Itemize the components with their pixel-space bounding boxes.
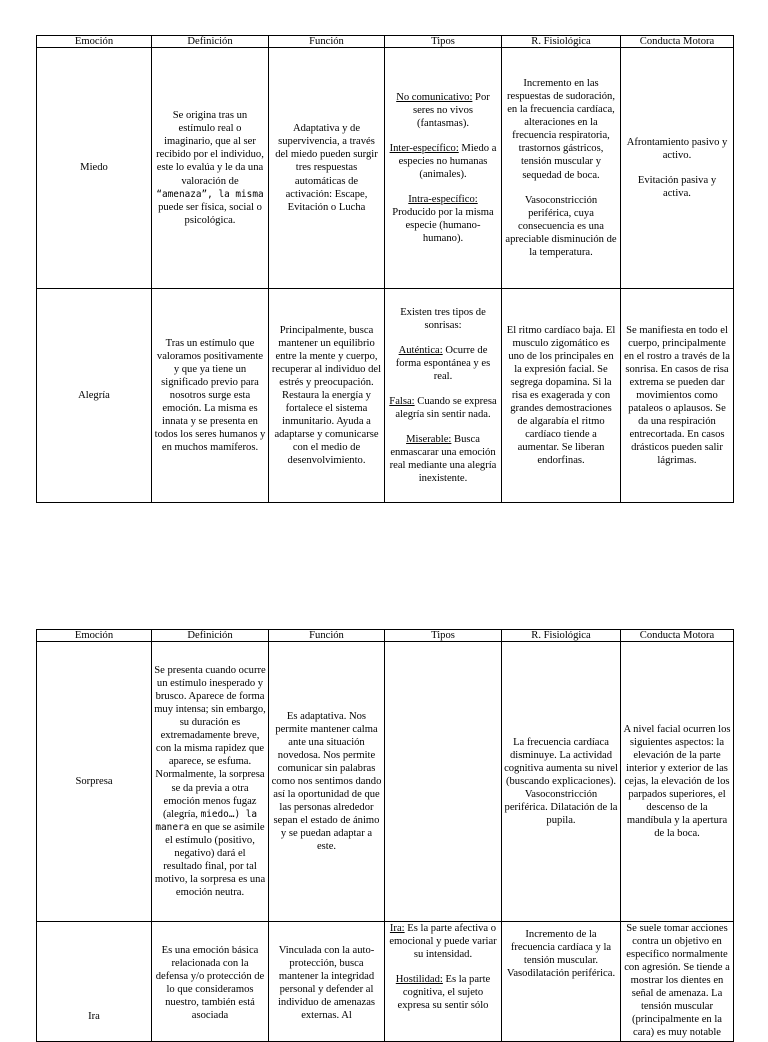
header-emocion: Emoción [37, 36, 152, 48]
ira-tipo-1-label: Ira: [389, 923, 405, 934]
alegria-tipo-3-label: Miserable: [406, 434, 452, 446]
ira-emocion: Ira [37, 922, 152, 1042]
alegria-definicion: Tras un estímulo que valoramos positivamente y que ya tiene un significado previo para nosotros surge esta emoción. La misma es innata y se presenta en todos los seres humanos y en muchos mamíferos. [152, 289, 269, 503]
ira-tipo-2-text: Es la parte cognitiva, el sujeto expresa su sentir sólo [397, 974, 491, 1012]
header-funcion: Función [269, 630, 385, 642]
alegria-emocion: Alegría [37, 289, 152, 503]
alegria-tipo-1-label: Auténtica: [398, 344, 443, 356]
miedo-tipo-2-label: Inter-específico: [389, 142, 459, 154]
miedo-fisiologica-2: Vasoconstricción periférica, cuya consecuencia es una apreciable disminución de la temperatura. [505, 194, 617, 258]
miedo-tipo-1 [387, 91, 499, 130]
table-2-header [37, 630, 734, 642]
alegria-tipo-3 [387, 433, 499, 485]
miedo-fisiologica [502, 48, 621, 289]
ira-funcion: Vinculada con la auto-protección, busca mantener la integridad personal y defender al individuo de amenazas externas. Al [269, 922, 385, 1042]
miedo-tipo-2 [387, 142, 499, 181]
miedo-definicion-text-b: puede ser física, social o psicológica. [158, 201, 262, 226]
header-definicion: Definición [152, 36, 269, 48]
ira-tipo-2 [387, 973, 499, 1012]
header-fisiologica: R. Fisiológica [502, 36, 621, 48]
emotions-table-1 [36, 35, 734, 503]
alegria-tipo-2-label: Falsa: [389, 395, 415, 407]
ira-fisiologica: Incremento de la frecuencia cardíaca y la tensión muscular. Vasodilatación periférica. [502, 922, 621, 1042]
sorpresa-fisiologica: La frecuencia cardíaca disminuye. La actividad cognitiva aumenta su nivel (buscando explicaciones). Vasoconstricción periférica. Dilatación de la pupila. [502, 642, 621, 922]
alegria-tipo-3-text: Busca enmascarar una emoción real mediante una alegría inexistente. [389, 434, 497, 485]
sorpresa-definicion-miedo: miedo…) la manera [155, 808, 258, 833]
ira-tipo-1 [387, 922, 499, 961]
table-1-header [37, 36, 734, 48]
miedo-tipo-3-label: Intra-específico: [408, 194, 478, 206]
sorpresa-funcion: Es adaptativa. Nos permite mantener calma ante una situación novedosa. Nos permite comunicar sin palabras como nos sentimos dando así la oportunidad de que las personas alrededor sepan el estado de ánimo y se puedan adaptar a este. [269, 642, 385, 922]
header-fisiologica: R. Fisiológica [502, 630, 621, 642]
ira-motora: Se suele tomar acciones contra un objetivo en específico normalmente con agresión. Se tiende a mostrar los dientes en señal de amenaza. La tensión muscular (principalmente en la cara) es muy notable [621, 922, 734, 1042]
miedo-motora-1: Afrontamiento pasivo y activo. [626, 136, 728, 161]
miedo-emocion: Miedo [37, 48, 152, 289]
alegria-tipos-intro: Existen tres tipos de sonrisas: [400, 306, 486, 331]
alegria-tipo-1-text: Ocurre de forma espontánea y es real. [395, 344, 491, 382]
miedo-tipo-1-label: No comunicativo: [396, 91, 473, 103]
alegria-tipos [385, 289, 502, 503]
sorpresa-tipos [385, 642, 502, 922]
sorpresa-definicion-text-b: en que se asimile el estímulo (positivo, negativo) dará el resultado final, por tal motivo, la sorpresa es una emoción neutra. [154, 821, 266, 898]
header-tipos: Tipos [385, 36, 502, 48]
header-row [37, 36, 734, 48]
sorpresa-emocion: Sorpresa [37, 642, 152, 922]
sorpresa-definicion [152, 642, 269, 922]
header-emocion: Emoción [37, 630, 152, 642]
alegria-motora: Se manifiesta en todo el cuerpo, principalmente en el rostro a través de la sonrisa. En casos de risa extrema se pueden dar movimientos como pataleos o aplausos. Se da una respiración entrecortada. En casos drásticos pueden salir lágrimas. [621, 289, 734, 503]
ira-tipo-2-label: Hostilidad: [395, 974, 443, 986]
miedo-definicion-amenaza: “amenaza”, la misma [156, 188, 264, 200]
row-alegria [37, 289, 734, 503]
miedo-definicion-text-a: Se origina tras un estímulo real o imaginario, que al ser recibido por el individuo, este lo evalúa y le da una valoración de [156, 110, 264, 187]
miedo-tipo-3-text: Producido por la misma especie (humano-humano). [392, 207, 494, 245]
header-motora: Conducta Motora [621, 36, 734, 48]
header-funcion: Función [269, 36, 385, 48]
header-tipos: Tipos [385, 630, 502, 642]
miedo-tipo-1-text: Por seres no vivos (fantasmas). [412, 91, 490, 129]
emotions-table-2 [36, 629, 734, 1042]
miedo-funcion: Adaptativa y de supervivencia, a través del miedo pueden surgir tres respuestas automáticas de activación: Escape, Evitación o Lucha [269, 48, 385, 289]
ira-tipo-1-text: Es la parte afectiva o emocional y puede variar su intensidad. [389, 923, 497, 961]
miedo-tipo-3 [387, 193, 499, 245]
row-miedo [37, 48, 734, 289]
miedo-tipo-2-text: Miedo a especies no humanas (animales). [398, 142, 497, 180]
miedo-motora [621, 48, 734, 289]
sorpresa-motora: A nivel facial ocurren los siguientes aspectos: la elevación de la parte interior y exterior de las cejas, la elevación de los parpados superiores, el descenso de la mandíbula y la apertura de la boca. [621, 642, 734, 922]
ira-definicion: Es una emoción básica relacionada con la defensa y/o protección de lo que consideramos nuestro, también está asociada [152, 922, 269, 1042]
alegria-tipo-2-text: Cuando se expresa alegría sin sentir nada. [395, 395, 497, 420]
alegria-tipo-1 [387, 344, 499, 383]
header-motora: Conducta Motora [621, 630, 734, 642]
miedo-fisiologica-1: Incremento en las respuestas de sudoración, en la frecuencia cardíaca, alteraciones en la frecuencia respiratoria, trastornos gástricos, tensión muscular y sequedad de boca. [507, 78, 615, 181]
sorpresa-definicion-text-a: Se presenta cuando ocurre un estímulo inesperado y brusco. Aparece de forma muy intensa; sin embargo, su duración es extremadamente breve, con la misma rapidez que aparece, se esfuma. Normalmente, la sorpresa se da previa a otra emoción menos fugaz (alegría, [154, 665, 266, 820]
miedo-motora-2: Evitación pasiva y activa. [637, 175, 717, 200]
header-definicion: Definición [152, 630, 269, 642]
header-row [37, 630, 734, 642]
alegria-funcion: Principalmente, busca mantener un equilibrio entre la mente y cuerpo, recuperar al individuo del estrés y preocupación. Restaura la energía y fortalece el sistema inmunitario. Ayuda a adaptarse y comunicarse con el medio de desenvolvimiento. [269, 289, 385, 503]
alegria-fisiologica: El ritmo cardíaco baja. El musculo zigomático es uno de los principales en la expresión facial. Se segrega dopamina. Si la risa es exagerada y con grandes demostraciones de algarabía el ritmo cardíaco tiende a aumentar. Se liberan endorfinas. [502, 289, 621, 503]
alegria-tipo-2 [387, 395, 499, 421]
miedo-definicion [152, 48, 269, 289]
row-sorpresa [37, 642, 734, 922]
miedo-tipos [385, 48, 502, 289]
